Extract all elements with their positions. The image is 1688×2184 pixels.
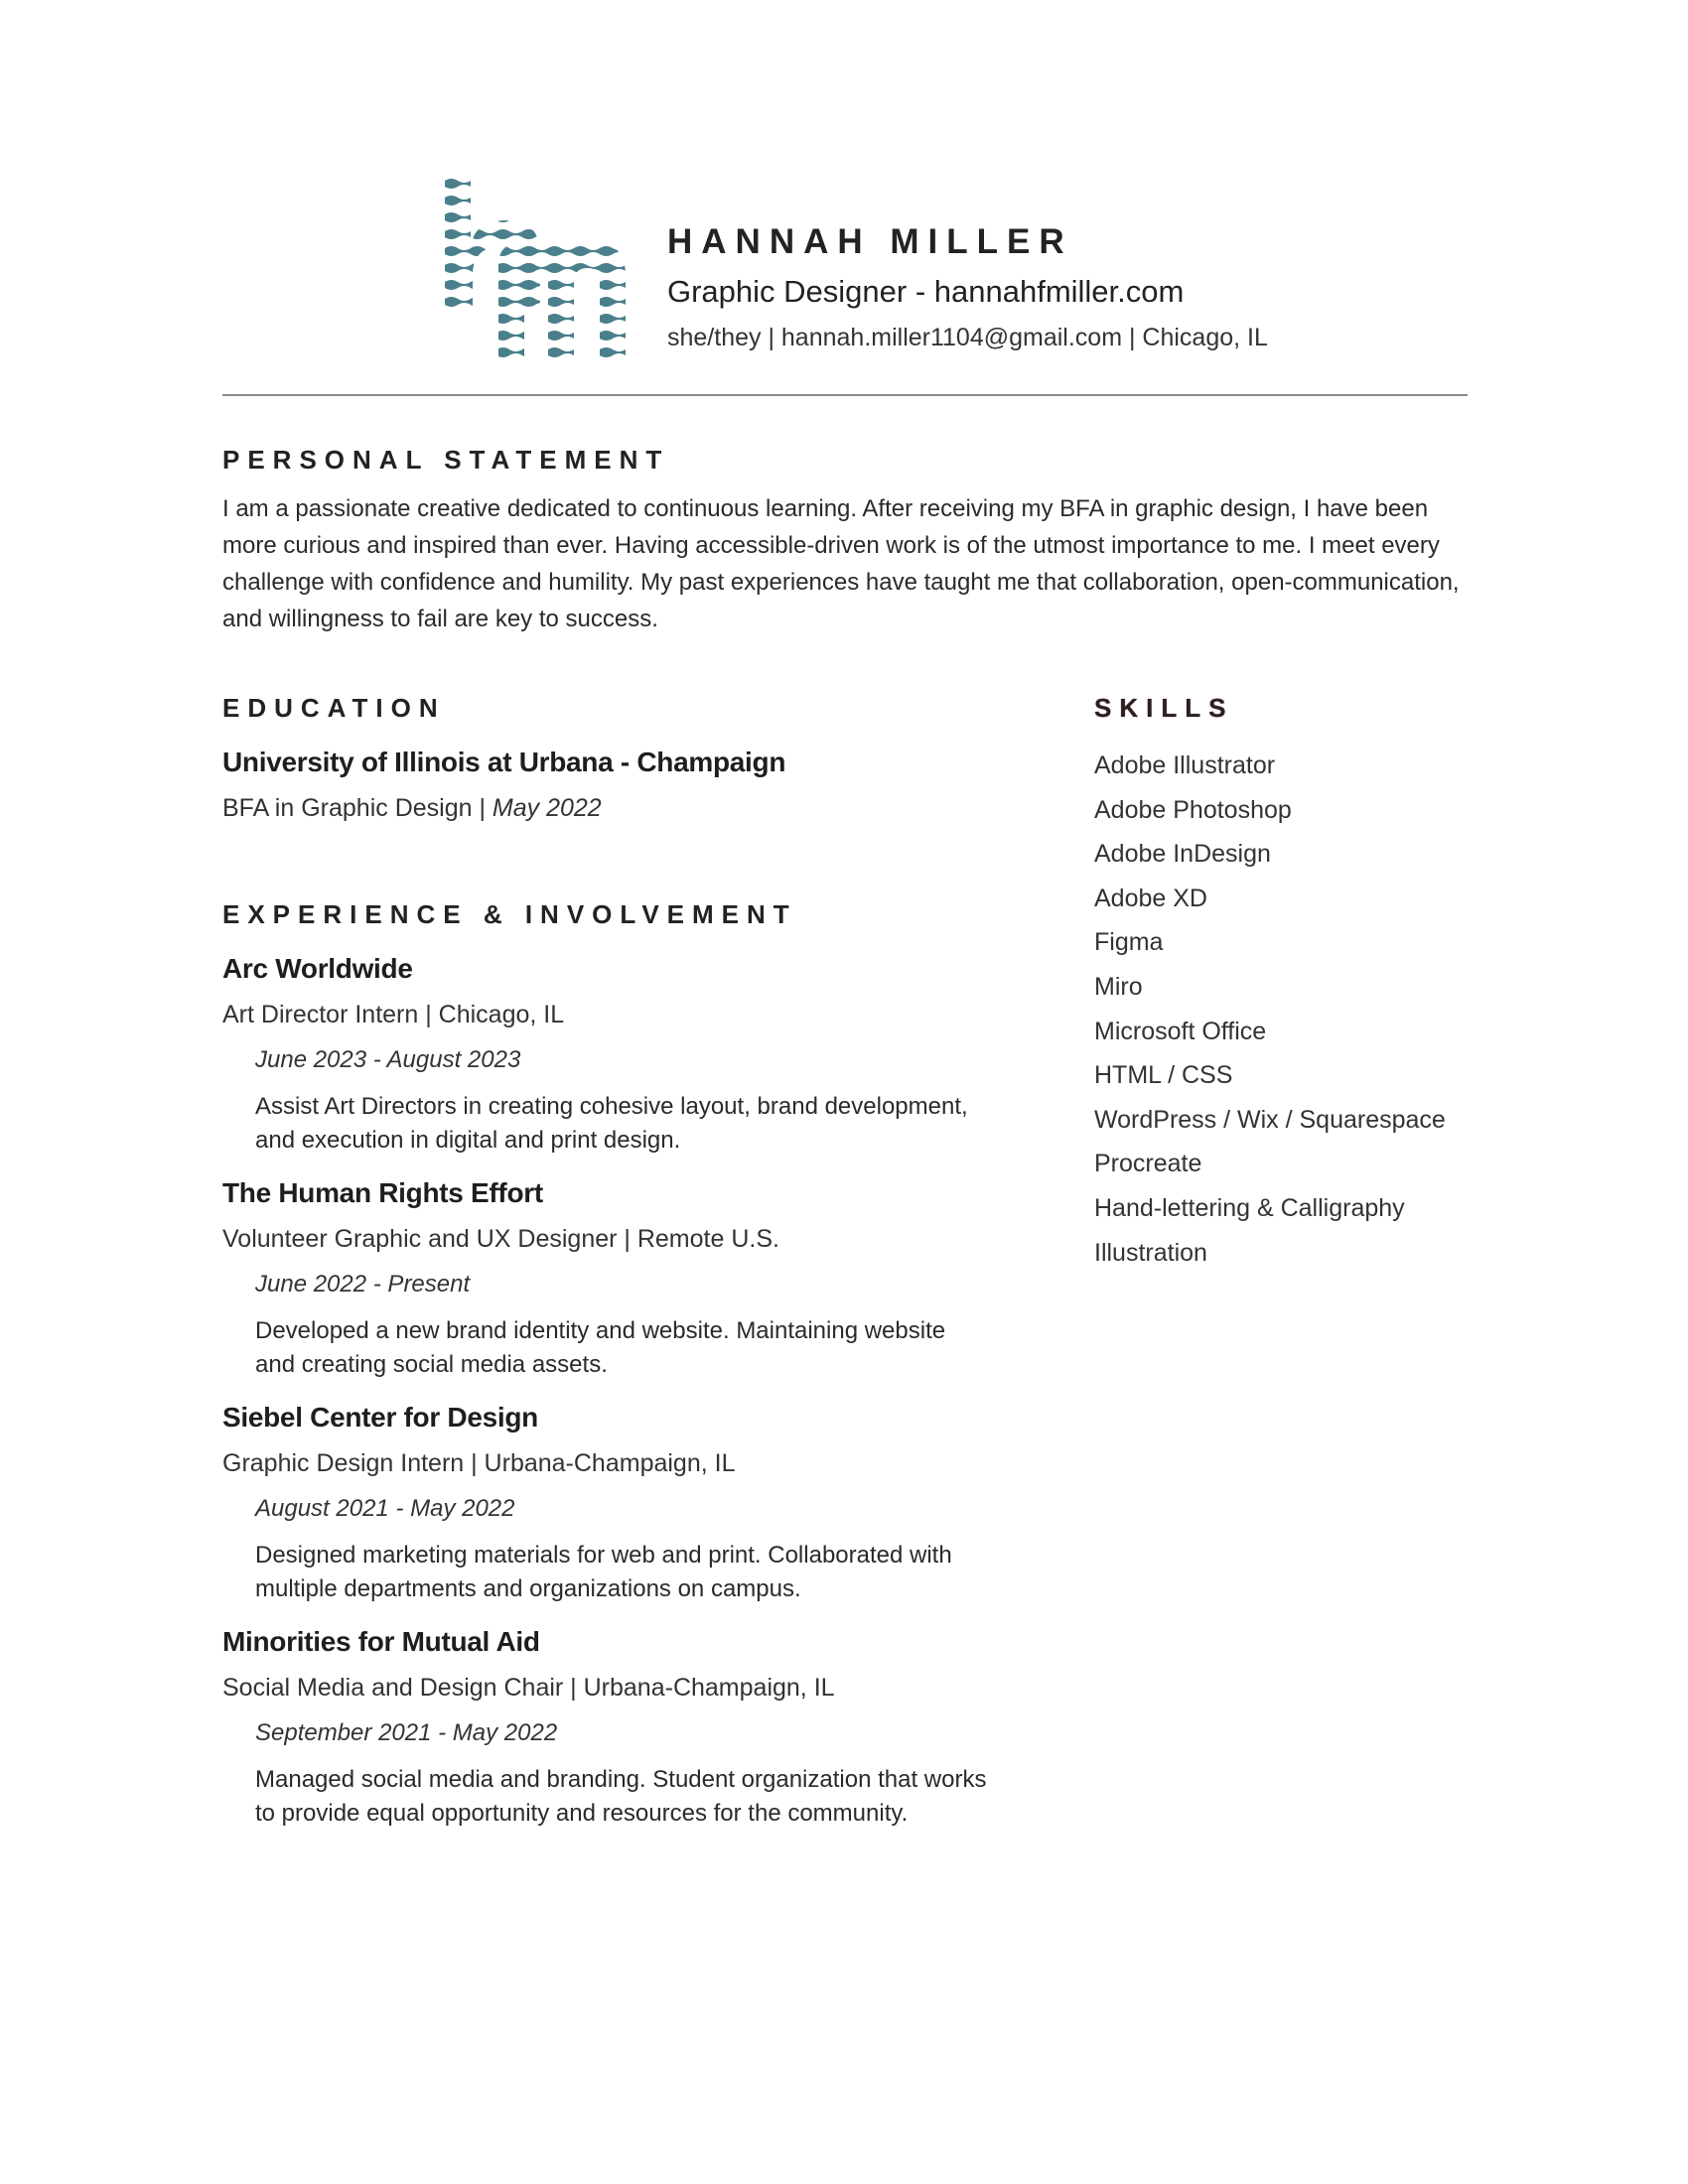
skill-item: Adobe Photoshop <box>1094 795 1292 824</box>
skill-item: Adobe XD <box>1094 884 1207 912</box>
personal-statement-text <box>222 490 1493 637</box>
experience-role: Art Director Intern | Chicago, IL <box>222 1001 565 1028</box>
skill-item: Adobe InDesign <box>1094 840 1271 869</box>
skill-item: HTML / CSS <box>1094 1061 1233 1090</box>
degree-label: BFA in Graphic Design | <box>222 794 492 822</box>
skill-item: Adobe Illustrator <box>1094 751 1276 779</box>
statement-line: I am a passionate creative dedicated to continuous learning. After receiving my BFA in graphic design, I have been <box>222 495 1429 522</box>
skill-item: WordPress / Wix / Squarespace <box>1094 1105 1446 1134</box>
experience-dates: August 2021 - May 2022 <box>255 1495 515 1522</box>
experience-org: Minorities for Mutual Aid <box>222 1626 540 1657</box>
hm-monogram-logo-icon <box>445 177 626 363</box>
experience-dates: June 2022 - Present <box>255 1271 471 1297</box>
skill-item: Illustration <box>1094 1238 1207 1267</box>
resume-name: HANNAH MILLER <box>667 222 1073 261</box>
statement-line: and willingness to fail are key to success. <box>222 606 658 632</box>
degree-date: May 2022 <box>492 794 602 822</box>
description-line: and creating social media assets. <box>255 1351 608 1378</box>
contact-line: she/they | hannah.miller1104@gmail.com | Chicago, IL <box>667 324 1268 351</box>
education-heading: EDUCATION <box>222 693 446 723</box>
experience-org: Arc Worldwide <box>222 953 413 984</box>
experience-dates: June 2023 - August 2023 <box>255 1046 521 1073</box>
skill-item: Microsoft Office <box>1094 1017 1267 1045</box>
experience-org: Siebel Center for Design <box>222 1402 538 1433</box>
skill-item: Hand-lettering & Calligraphy <box>1094 1193 1405 1222</box>
description-line: to provide equal opportunity and resources for the community. <box>255 1800 909 1827</box>
experience-role: Volunteer Graphic and UX Designer | Remote U.S. <box>222 1225 779 1253</box>
experience-description <box>255 1539 1010 1606</box>
skill-item: Miro <box>1094 972 1143 1001</box>
description-line: Managed social media and branding. Student organization that works <box>255 1766 987 1793</box>
experience-description <box>255 1763 1010 1831</box>
experience-org: The Human Rights Effort <box>222 1177 543 1208</box>
description-line: Designed marketing materials for web and print. Collaborated with <box>255 1542 952 1569</box>
experience-dates: September 2021 - May 2022 <box>255 1719 558 1746</box>
skill-item: Procreate <box>1094 1150 1202 1178</box>
skills-list <box>1094 751 1446 1282</box>
experience-heading: EXPERIENCE & INVOLVEMENT <box>222 899 797 929</box>
description-line: Developed a new brand identity and website. Maintaining website <box>255 1317 946 1344</box>
experience-description <box>255 1090 1010 1158</box>
header-divider <box>222 394 1468 396</box>
skill-item: Figma <box>1094 928 1164 957</box>
description-line: multiple departments and organizations on campus. <box>255 1575 801 1602</box>
education-degree <box>222 794 602 823</box>
description-line: Assist Art Directors in creating cohesive layout, brand development, <box>255 1093 968 1120</box>
resume-subtitle: Graphic Designer - hannahfmiller.com <box>667 274 1185 309</box>
experience-description <box>255 1314 1010 1382</box>
statement-line: more curious and inspired than ever. Having accessible-driven work is of the utmost importance to me. I meet every <box>222 532 1440 559</box>
experience-role: Graphic Design Intern | Urbana-Champaign, IL <box>222 1449 736 1477</box>
personal-statement-heading: PERSONAL STATEMENT <box>222 445 670 475</box>
education-school: University of Illinois at Urbana - Champaign <box>222 747 786 777</box>
experience-role: Social Media and Design Chair | Urbana-Champaign, IL <box>222 1674 835 1702</box>
skills-heading: SKILLS <box>1094 693 1234 723</box>
description-line: and execution in digital and print design. <box>255 1127 681 1154</box>
statement-line: challenge with confidence and humility. My past experiences have taught me that collaboration, open-communication, <box>222 569 1460 596</box>
